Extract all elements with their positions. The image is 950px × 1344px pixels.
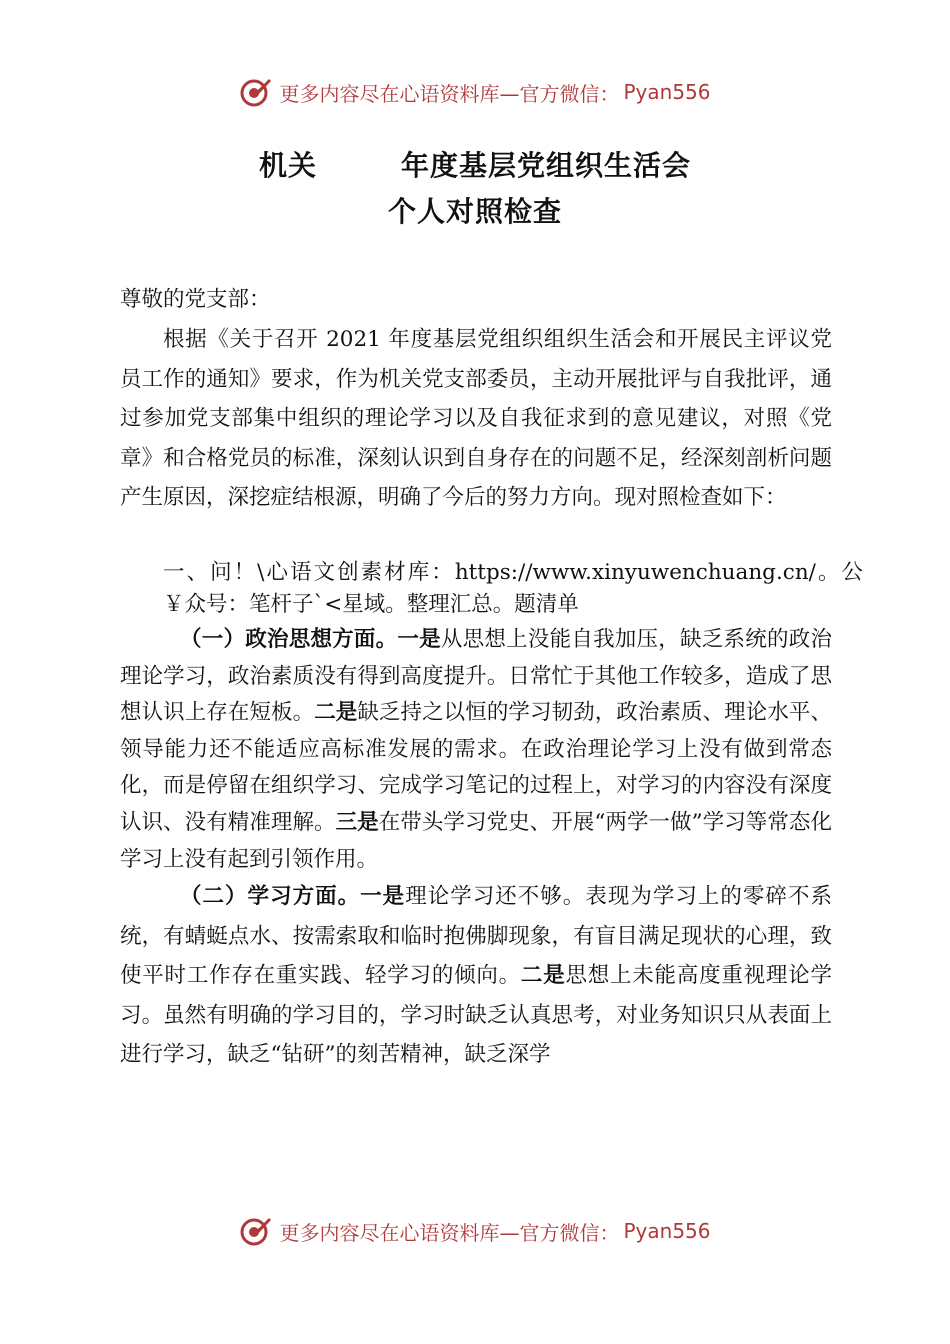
watermark-wechat-id: Pyan556 [623, 1219, 711, 1243]
watermark-text: 更多内容尽在心语资料库—官方微信： [279, 1220, 620, 1245]
point-marker: 二是 [314, 700, 358, 726]
study-heading: （二）学习方面。 [180, 884, 361, 909]
watermark-text: 更多内容尽在心语资料库—官方微信： [279, 81, 620, 106]
point-text: 思想上未能高度重视理论学习。虽然有明确的学习目的，学习时缺乏认真思考，对业务知识只从表面上进行学习，缺乏“钻研”的刻苦精神，缺乏深学 [120, 963, 832, 1067]
point-text: 从思想上没能自我加压，缺乏系统的政治理论学习，政治素质没有得到高度提升。日常忙于其他工作较多，造成了思想认识上存在短板。 [120, 627, 832, 726]
title-organization: 机关 [258, 149, 317, 182]
watermark-header [0, 72, 950, 112]
point-text: 缺乏持之以恒的学习韧劲，政治素质、理论水平、领导能力还不能适应高标准发展的需求。在政治理论学习上没有做到常态化，而是停留在组织学习、完成学习笔记的过程上，对学习的内容没有深度认识、没有精准理解。 [120, 700, 832, 835]
watermark-footer [0, 1211, 950, 1251]
title-main: 年度基层党组织生活会 [401, 149, 692, 182]
point-marker: 一是 [360, 884, 406, 909]
document-title-line1 [0, 144, 950, 184]
political-thought-paragraph [120, 622, 832, 878]
study-paragraph [120, 877, 832, 1075]
point-marker: 一是 [397, 627, 441, 652]
greeting: 尊敬的党支部： [120, 287, 271, 312]
pen-logo-icon [239, 1214, 273, 1248]
point-marker: 三是 [335, 809, 379, 835]
document-title-line2: 个人对照检查 [387, 195, 562, 228]
point-text: 在带头学习党史、开展“两学一做”学习等常态化学习上没有起到引领作用。 [120, 809, 832, 872]
intro-paragraph: 根据《关于召开 2021 年度基层党组织组织生活会和开展民主评议党员工作的通知》要求，作为机关党支部委员，主动开展批评与自我批评，通过参加党支部集中组织的理论学习以及自我征求到的意见建议，对照《党章》和合格党员的标准，深刻认识到自身存在的问题不足，经深刻剖析问题产生原因，深挖症结根源，明确了今后的努力方向。现对照检查如下： [120, 327, 832, 510]
pen-logo-icon [239, 75, 273, 109]
political-thought-heading: （一）政治思想方面。 [180, 627, 398, 652]
point-marker: 二是 [520, 963, 566, 988]
watermark-wechat-id: Pyan556 [623, 80, 711, 104]
point-text: 理论学习还不够。表现为学习上的零碎不系统，有蜻蜓点水、按需索取和临时抱佛脚现象，有盲目满足现状的心理，致使平时工作存在重实践、轻学习的倾向。 [120, 884, 832, 988]
section1-heading: 一、问！\心语文创素材库：https://www.xinyuwenchuang.cn/。公￥众号：笔杆子`<星域。整理汇总。题清单 [163, 560, 863, 617]
